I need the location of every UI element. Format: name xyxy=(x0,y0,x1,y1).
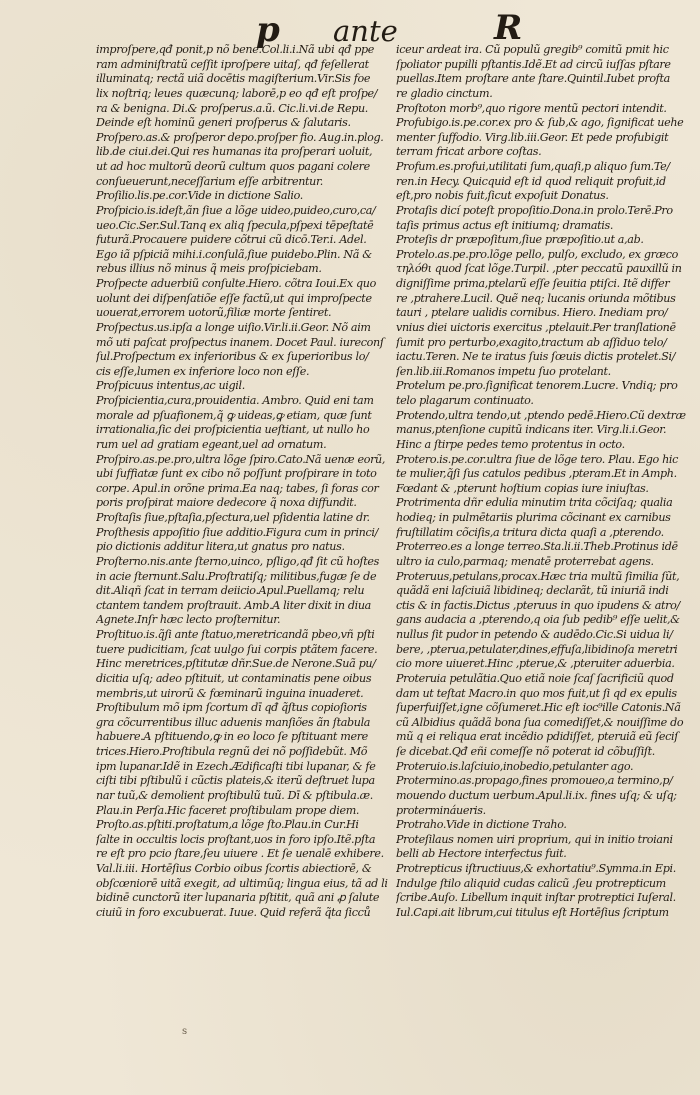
text-line: Proſthesis appoſitio ſiue additio.Figura cum in princi/ xyxy=(96,525,378,539)
text-line: ciſti tibi pſtibulũ i cũctis plateis,& iterũ deſtruet lupa xyxy=(96,774,375,788)
text-line: Protelo.as.pe.pro.lõge pello, pulſo, excludo, ex græco xyxy=(396,247,679,261)
text-line: obſcœniorē uitã exegit, ad ultimũq; lingua eius, tã ad li xyxy=(96,876,388,890)
text-line: Protrimenta dñr edulia minutim trita cõciſaq; qualia xyxy=(396,496,673,510)
text-line: iactu.Teren. Ne te iratus ſuis ſœuis dictis protelet.Si/ xyxy=(396,350,676,364)
text-line: ut ad hoc multorũ deorũ cultum quos pagani colere xyxy=(96,160,370,173)
text-line: Proſpiro.as.pe.pro,ultra lõge ſpiro.Cato.Nã uenæ eorũ, xyxy=(96,452,386,466)
text-line: Proteruia petulãtia.Quo etiã noie ſcaſ ſacrificiũ quod xyxy=(396,671,674,685)
text-line: Fœdant & ,pterunt hoſtium copias iure iniuſtas. xyxy=(396,481,649,495)
text-line: Protrepticus iſtructiuus,& exhortatiu⁹.Symma.in Epi. xyxy=(396,862,676,875)
text-line: re eſt pro pcio ſtare,ſeu uiuere . Et ſe uenalē exhibere. xyxy=(96,847,384,861)
text-line: hodieq; in pulmētariis plurima cõcinant ex carnibus xyxy=(396,511,671,524)
text-line: uouerat,errorem uotorũ,filiæ morte ſentiret. xyxy=(96,306,332,320)
text-line: dit.Aliqñ ſcat in terram deiicio.Apul.Puellamq; relu xyxy=(96,584,365,598)
text-line: vnius diei uictoris exercitus ,ptelauit.Per tranſlationē xyxy=(396,320,676,334)
text-line: protermináueris. xyxy=(396,803,486,817)
running-head-left: p xyxy=(256,10,280,50)
text-line: Proſtibulum mõ ipm ſcortum dī qđ q̃ſtus copioſioris xyxy=(96,701,367,715)
text-line: Proſtituo.is.q̃ſi ante ſtatuo,meretricandã pbeo,vñ pſti xyxy=(96,628,375,641)
text-line: Hinc meretrices,pſtitutæ dñr.Sue.de Nerone.Suã pu/ xyxy=(96,657,376,671)
text-line: irrationalia,ſic dei proſpicientia ueſtiant, ut nullo ho xyxy=(96,423,370,437)
text-line: nullus ſit pudor in petendo & audēdo.Cic.Si uidua li/ xyxy=(396,628,673,641)
text-line: ctis & in factis.Dictus ,pteruus in quo ipudens & atro/ xyxy=(396,598,680,612)
text-line: futurã.Procauere puidere cõtrui cũ dicō.Ter.i. Adel. xyxy=(96,233,367,247)
text-line: manus,ptenſione cupitũ indicans iter. Virg.li.i.Geor. xyxy=(396,423,667,437)
text-line: tuere pudicitiam, ſcat uulgo ſui corpis ptãtem facere. xyxy=(96,642,378,656)
text-line: Profum.es.profui,utilitati ſum,quaſi,p aliquo ſum.Te/ xyxy=(396,160,670,173)
text-line: lib.de ciui.dei.Qui res humanas ita proſperari uoluit, xyxy=(96,145,373,159)
text-line: Proſpicuus intentus,ac uigil. xyxy=(96,379,245,393)
text-line: in acie ſternunt.Salu.Proſtratiſq; militibus,fugæ ſe de xyxy=(96,569,377,583)
text-line: cio more uiueret.Hinc ,pterue,& ,pteruiter aduerbia. xyxy=(396,657,675,671)
text-line: pio dictionis additur litera,ut gnatus pro natus. xyxy=(96,540,345,554)
text-line: iceur ardeat ira. Cũ populũ gregib⁹ comitũ pmit hic xyxy=(396,43,669,56)
text-line: Iul.Capi.ait librum,cui titulus eſt Hortēſius ſcriptum xyxy=(396,905,669,919)
text-line: Protaſis dicí poteſt propoſitio.Dona.in prolo.Terē.Pro xyxy=(396,203,673,217)
text-line: taſis primus actus eſt initiumq; dramatis. xyxy=(396,218,614,232)
text-line: tauri , ptelare ualidis cornibus. Hiero. Inediam pro/ xyxy=(396,306,668,320)
text-line: dam ut teſtat Macro.in quo mos fuit,ut ſi qd ex epulis xyxy=(396,686,677,700)
text-line: ſen.lib.iii.Romanos impetu ſuo protelant. xyxy=(396,364,611,378)
text-line: puellas.Item proſtare ante ſtare.Quintil.Iubet profta xyxy=(396,72,670,86)
text-line: eſt,pro nobis fuit,ſicut expoſuit Donatus. xyxy=(396,189,609,203)
text-line: ſpoliator pupilli pſtantis.Idẽ.Et ad circũ iuſſas pſtare xyxy=(396,57,671,71)
text-line: bidinē cunctorũ iter lupanaria pſtitit, quã ani ꝓ ſalute xyxy=(96,891,380,905)
text-line: Plau.in Perſa.Hic faceret proſtibulam prope diem. xyxy=(96,803,360,817)
text-line: Indulge ſtilo aliquid cudas calicũ ,ſeu protrepticum xyxy=(396,876,666,890)
text-line: Protermino.as.propago,fines promoueo,a termino,p/ xyxy=(396,774,673,788)
text-line: Proſterno.nis.ante ſterno,uinco, pſligo,qđ ſit cũ hoſtes xyxy=(96,554,380,568)
text-line: Protero.is.pe.cor.ultra ſiue de lõge tero. Plau. Ego hic xyxy=(396,452,679,466)
text-line: trices.Hiero.Proſtibula regnũ dei nõ poſſidebũt. Mõ xyxy=(96,745,368,758)
text-line: ren.in Hecy. Quicquid eſt id quod reliquit profuit,id xyxy=(396,174,666,188)
text-line: cis eſſe,lumen ex inferiore loco non eſſe. xyxy=(96,364,310,378)
text-line: Proteſis dr præpoſitum,ſiue præpoſitio.ut a,ab. xyxy=(396,233,644,247)
text-line: digniſſime prima,ptelarũ eſſe ſeuitia ptiſci. Itẽ differ xyxy=(396,277,670,290)
text-line: habuere.A pſtituendo,ꝙ in eo loco ſe pſtituant mere xyxy=(96,730,368,744)
text-line: lix noſtriq; leues quæcunq; laborē,p eo qđ eſt proſpe/ xyxy=(96,86,378,100)
text-line: rum uel ad gratiam egeant,uel ad ornatum. xyxy=(96,437,327,451)
text-line: Proſpicientia,cura,prouidentia. Ambro. Quid eni tam xyxy=(96,394,374,407)
text-line: fruſtillatim cõciſis,a tritura dicta quaſi a ,pterendo. xyxy=(396,525,664,539)
text-line: rebus illius nõ minus q̃ meis proſpiciebam. xyxy=(96,262,322,276)
text-line: Profubigo.is.pe.cor.ex pro & ſub,& ago, ſignificat uehe xyxy=(396,116,684,130)
text-line: Proſpero.as.& proſperor depo.proſper fio. Aug.in.plog. xyxy=(96,130,384,144)
text-line: Proteſilaus nomen uiri proprium, qui in initio troiani xyxy=(396,832,673,846)
text-line: ipm lupanar.Idẽ in Ezech.Ædificaſti tibi lupanar, & fe xyxy=(96,759,376,773)
text-line: τηλόθι quod ſcat lõge.Turpil. ,pter peccatũ pauxillũ in xyxy=(396,262,682,276)
text-line: membris,ut uirorũ & fœminarũ inguina inuaderet. xyxy=(96,686,364,700)
text-line: Proſto.as.pſtiti.proſtatum,a lõge ſto.Plau.in Cur.Hi xyxy=(96,818,359,832)
text-line: illuminatq; rectã uiã docētis magiſterium.Vir.Sis foe xyxy=(96,72,371,86)
text-line: Protelum pe.pro.ſignificat tenorem.Lucre. Vndiq; pro xyxy=(396,379,678,393)
text-line: ſul.Proſpectum ex inferioribus & ex ſuperioribus lo/ xyxy=(96,350,369,364)
text-line: Val.li.iii. Hortēſius Corbio oibus ſcortis abiectiorē, & xyxy=(96,862,372,875)
text-line: nar tuũ,& demolient proſtibulũ tuũ. Dī & pſtibula.æ. xyxy=(96,788,373,802)
text-line: Ego iã pſpiciã mihi.i.conſulã,ſiue puidebo.Plin. Nã & xyxy=(96,247,372,261)
text-line: poris proſpirat maiore dedecore q̃ noxa diffundit. xyxy=(96,496,357,510)
text-line: morale ad pſuafionem,q̃ ꝙ uideas,ꝙ etiam, quæ ſunt xyxy=(96,408,372,422)
text-line: terram fricat arbore coſtas. xyxy=(396,145,542,159)
text-line: Deinde eſt hominũ generi proſperus & ſalutaris. xyxy=(96,116,351,130)
text-line: ra & benigna. Di.& proſperus.a.ũ. Cic.li.vi.de Repu. xyxy=(96,101,368,115)
text-line: te mulier,q̃ſi ſus catulos pedibus ,pteram.Et in Amph. xyxy=(396,467,677,481)
text-line: Proſpicio.is.ideſt,ãn ſiue a lõge uideo,puideo,curo,ca/ xyxy=(96,203,376,217)
text-line: mũ q ei reliqua erat incẽdio pdidiſſet, pteruiã eũ ſeciſ xyxy=(396,730,678,744)
text-line: Proſpecte aduerbiũ conſulte.Hiero. cõtra Ioui.Ex quo xyxy=(96,277,376,290)
text-line: ſalte in occultis locis proſtant,uos in foro ipſo.Itẽ.pſta xyxy=(96,832,376,846)
text-line: ctantem tandem proſtrauit. Amb.A liter dixit in diua xyxy=(96,598,371,612)
text-line: conſueuerunt,neceſſarium eſſe arbitrentur. xyxy=(96,174,323,188)
text-line: ciuiũ in foro excubuerat. Iuue. Quid referã q̃ta ſicců xyxy=(96,905,371,919)
text-line: ſuperfuiſſet,igne cõſumeret.Hic eſt ioc⁹ille Catonis.Nã xyxy=(396,701,681,715)
text-line: Proſpectus.us.ipſa a longe uiſio.Vir.li.ii.Geor. Nõ aim xyxy=(96,320,371,334)
text-line: mouendo ductum uerbum.Apul.li.ix. fines uſq; & uſq; xyxy=(396,788,677,802)
text-line: Proteruus,petulans,procax.Hæc tria multũ ſimilia ſũt, xyxy=(396,569,680,583)
text-line: ſe dicebat.Qđ eñi comeſſe nõ poterat id cõbuſſiſt. xyxy=(396,745,655,758)
text-line: ram adminiſtratũ ceſſit iproſpere uitaſ, qđ feſellerat xyxy=(96,57,369,71)
text-line: Proterreo.es a longe terreo.Sta.li.ii.Theb.Protinus idē xyxy=(396,540,678,554)
text-line: ultro ia culo,parmaq; menatē proterrebat agens. xyxy=(396,554,654,568)
text-line: corpe. Apul.in orõne prima.Ea naq; tabes, ſi foras cor xyxy=(96,481,379,495)
text-line: bere, ,pterua,petulater,dines,effuſa,libidinoſa meretri xyxy=(396,642,678,656)
text-line: Protraho.Vide in dictione Traho. xyxy=(396,818,567,832)
text-line: telo plagarum continuato. xyxy=(396,394,534,407)
text-line: dicitia uſq; adeo pſtituit, ut contaminatis pene oibus xyxy=(96,671,372,685)
text-line: ubi ſuffiatæ ſunt ex cibo nõ poſſunt proſpirare in toto xyxy=(96,467,377,481)
text-line: belli ab Hectore interfectus fuit. xyxy=(396,847,567,861)
text-line: ſumit pro perturbo,exagito,tractum ab aſſiduo telo/ xyxy=(396,335,667,349)
text-line: gra cõcurrentibus illuc aduenis manſiões ãn ſtabula xyxy=(96,715,371,729)
right-column xyxy=(396,43,686,1073)
text-line: improſpere,qđ ponit,p nõ bene.Col.li.i.Nã ubi qđ ppe xyxy=(96,43,375,56)
signature-mark: s xyxy=(182,1026,188,1037)
text-line: Proſtaſis ſiue,pſtaſia,pſectura,uel pſidentia latine dr. xyxy=(96,511,370,524)
text-line: Hinc a ſtirpe pedes temo protentus in octo. xyxy=(396,437,625,451)
text-line: cũ Albidius quãdã bona ſua comediſſet,& nouiſſime do xyxy=(396,715,684,729)
text-line: Proſtoton morb⁹,quo rigore mentũ pectori intendit. xyxy=(396,101,667,115)
text-line: Protendo,ultra tendo,ut ,ptendo pedē.Hiero.Cũ dextræ xyxy=(396,408,686,422)
text-line: Agnete.Inſr hæc lecto proſternitur. xyxy=(96,613,281,627)
text-line: re gladio cinctum. xyxy=(396,86,493,100)
text-line: quãdã eni laſciuiã libidineq; declarãt, tũ iniuriã indi xyxy=(396,584,669,598)
text-line: ueo.Cic.Ser.Sul.Tanq ex aliq ſpecula,pſpexi tēpeſtatē xyxy=(96,218,374,232)
text-line: Proteruio.is.laſciuio,inobedio,petulanter ago. xyxy=(396,759,634,773)
running-head-center: ante xyxy=(333,14,398,48)
text-line: re ,ptrahere.Lucil. Quẽ neq; lucanis oriunda mõtibus xyxy=(396,291,676,305)
text-line: uolunt dei diſpenſatiõe eſſe factũ,ut qui improſpecte xyxy=(96,291,372,305)
text-line: ſcribe.Auſo. Libellum inquit inſtar protreptici Iuſeral. xyxy=(396,891,676,905)
text-line: gans audacia a ,pterendo,q oia ſub pedib⁹ eſſe uelit,& xyxy=(396,613,680,627)
text-line: Proſilio.lis.pe.cor.Vide in dictione Salio. xyxy=(96,189,303,203)
running-head-right: R xyxy=(494,8,523,48)
left-column xyxy=(96,43,388,1073)
text-line: mõ uti paſcat proſpectus inanem. Docet Paul. iureconſ xyxy=(96,335,384,349)
text-line: menter ſuffodio. Virg.lib.iii.Geor. Et pede profubigit xyxy=(396,130,669,144)
